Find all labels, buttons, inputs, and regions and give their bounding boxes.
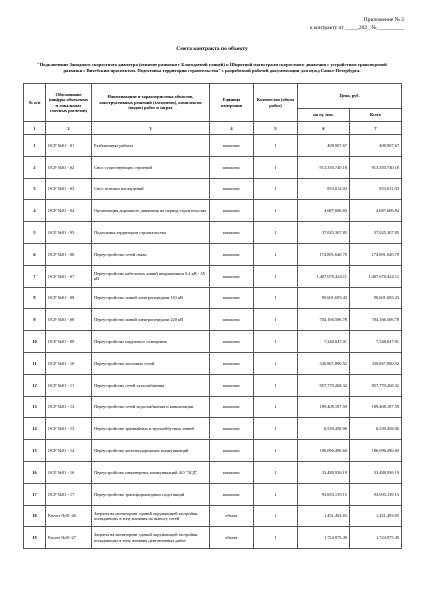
row-total-cell: 6,539,458.06	[350, 418, 402, 440]
contract-reference: к контракту от _____202_ №__________	[309, 24, 404, 31]
row-name-cell: Затраты на мониторинг зданий окружающей застройки, попадающих в зону влияния по выносу сетей	[92, 505, 210, 527]
row-unit-cell: комплекс	[210, 461, 254, 483]
row-basis-cell: ОСР №01 - 09	[46, 331, 92, 353]
row-basis-cell: ОСР №01 - 16	[46, 461, 92, 483]
row-name-cell: Переустройство сетей газоснабжения	[92, 374, 210, 396]
header-unit: Единица измерения	[210, 84, 254, 122]
row-unit-cell: комплекс	[210, 222, 254, 244]
row-number-cell: 18	[24, 505, 46, 527]
row-total-cell: 913,350,740.18	[350, 156, 402, 178]
row-unit-price-cell: 174,891,640.79	[298, 243, 350, 265]
row-name-cell: Переустройство трамвайных и троллейбусных линий	[92, 418, 210, 440]
row-total-cell: 1,724,975.49	[350, 527, 402, 549]
row-qty-cell: 1	[254, 483, 298, 505]
table-row	[24, 527, 402, 549]
column-number: 7	[350, 122, 402, 135]
row-number-cell: 15	[24, 440, 46, 462]
row-name-cell: Переустройство железнодорожных коммуникаций	[92, 440, 210, 462]
row-unit-cell: объект	[210, 505, 254, 527]
row-name-cell: Переустройство кабельных линий напряжением 0,4 кВ - 35 кВ	[92, 265, 210, 287]
row-total-cell: 853,012.03	[350, 178, 402, 200]
row-qty-cell: 1	[254, 200, 298, 222]
row-number-cell: 9	[24, 309, 46, 331]
row-total-cell: 189,408,187.59	[350, 396, 402, 418]
row-name-cell: Переустройство тепловых сетей	[92, 352, 210, 374]
row-basis-cell: ОСР №01 - 12	[46, 396, 92, 418]
table-row	[24, 156, 402, 178]
table-row	[24, 374, 402, 396]
row-total-cell: 7,348,047.01	[350, 331, 402, 353]
row-name-cell: Переустройство трансформаторных подстанций	[92, 483, 210, 505]
table-row	[24, 418, 402, 440]
appendix-label: Приложение № 2	[363, 17, 404, 23]
row-qty-cell: 1	[254, 331, 298, 353]
row-total-cell: 186,096,496.60	[350, 440, 402, 462]
row-number-cell: 2	[24, 156, 46, 178]
header-basis: Обоснование (шифры объектных и локальных сметных расчетов)	[46, 84, 92, 122]
row-unit-cell: комплекс	[210, 396, 254, 418]
column-number: 1	[24, 122, 46, 135]
row-unit-price-cell: 913,350,740.18	[298, 156, 350, 178]
row-basis-cell: ОСР №01 - 05	[46, 222, 92, 244]
row-unit-price-cell: 704,166,506.78	[298, 309, 350, 331]
row-unit-price-cell: 1,451,493.65	[298, 505, 350, 527]
row-number-cell: 3	[24, 178, 46, 200]
row-basis-cell: ОСР №01 - 01	[46, 135, 92, 157]
row-total-cell: 704,166,506.78	[350, 309, 402, 331]
table-row	[24, 396, 402, 418]
row-name-cell: Переустройство сетей связи	[92, 243, 210, 265]
row-unit-cell: комплекс	[210, 156, 254, 178]
header-name: Наименование и характеристика объектов, конструктивных решений (элементов), комплексов (видов) работ и затрат	[92, 84, 210, 122]
table-row	[24, 287, 402, 309]
column-number: 6	[298, 122, 350, 135]
row-unit-cell: комплекс	[210, 287, 254, 309]
row-unit-price-cell: 189,408,187.59	[298, 396, 350, 418]
row-total-cell: 4,687,606.84	[350, 200, 402, 222]
row-unit-cell: комплекс	[210, 331, 254, 353]
row-number-cell: 17	[24, 483, 46, 505]
row-unit-price-cell: 857,779,268.32	[298, 374, 350, 396]
row-unit-cell: объект	[210, 527, 254, 549]
row-total-cell: 33,488,936.19	[350, 461, 402, 483]
row-unit-cell: комплекс	[210, 135, 254, 157]
row-unit-cell: комплекс	[210, 309, 254, 331]
table-row	[24, 440, 402, 462]
row-qty-cell: 1	[254, 527, 298, 549]
row-name-cell: Переустройство линий электропередачи 110 кВ	[92, 287, 210, 309]
table-row	[24, 352, 402, 374]
column-number: 3	[92, 122, 210, 135]
row-total-cell: 93,693,139.15	[350, 483, 402, 505]
column-numbers-row	[24, 122, 402, 135]
row-number-cell: 7	[24, 265, 46, 287]
row-number-cell: 13	[24, 396, 46, 418]
row-unit-price-cell: 1,407,670,424.11	[298, 265, 350, 287]
table-row	[24, 135, 402, 157]
row-number-cell: 14	[24, 418, 46, 440]
column-number: 2	[46, 122, 92, 135]
row-unit-cell: комплекс	[210, 483, 254, 505]
row-total-cell: 857,779,268.32	[350, 374, 402, 396]
row-basis-cell: Расчет №01-27	[46, 527, 92, 549]
row-qty-cell: 1	[254, 265, 298, 287]
row-name-cell: Подготовка территории строительства	[92, 222, 210, 244]
row-total-cell: 330,867,890.52	[350, 352, 402, 374]
table-row	[24, 178, 402, 200]
document-subtitle: "Подключение Западного скоростного диаметра (отнятие развязки с Благодатной улицей) к Широтной магистрали скоростного движения с устройством транспортной развязки с Витебским проспектом. Подготовка территории строительства" с разработкой рабочей документации для нужд Санкт-Петербурга.	[37, 62, 387, 73]
row-total-cell: 1,407,670,424.11	[350, 265, 402, 287]
column-number: 4	[210, 122, 254, 135]
row-basis-cell: ОСР №01 - 06	[46, 243, 92, 265]
row-name-cell: Организация дорожного движения на период строительства	[92, 200, 210, 222]
row-qty-cell: 1	[254, 287, 298, 309]
row-qty-cell: 1	[254, 396, 298, 418]
row-qty-cell: 1	[254, 418, 298, 440]
row-number-cell: 16	[24, 461, 46, 483]
row-qty-cell: 1	[254, 309, 298, 331]
header-qty: Количество (объем работ)	[254, 84, 298, 122]
document-title: Смета контракта по объекту	[176, 46, 248, 52]
row-unit-price-cell: 90,601,695.43	[298, 287, 350, 309]
table-row	[24, 243, 402, 265]
row-unit-cell: комплекс	[210, 374, 254, 396]
row-basis-cell: Расчет №01-26	[46, 505, 92, 527]
table-row	[24, 461, 402, 483]
row-name-cell: Переустройство наружного освещения	[92, 331, 210, 353]
row-unit-cell: комплекс	[210, 200, 254, 222]
row-number-cell: 6	[24, 243, 46, 265]
row-qty-cell: 1	[254, 374, 298, 396]
row-unit-cell: комплекс	[210, 243, 254, 265]
header-price-unit: на ед. изм.	[298, 109, 350, 122]
row-name-cell: Переустройство инженерных коммуникаций АО "ЗСД"	[92, 461, 210, 483]
estimate-table	[23, 83, 402, 549]
row-name-cell: Снос зеленых насаждений	[92, 178, 210, 200]
table-row	[24, 265, 402, 287]
row-unit-cell: комплекс	[210, 352, 254, 374]
row-unit-price-cell: 853,012.03	[298, 178, 350, 200]
column-number: 5	[254, 122, 298, 135]
row-qty-cell: 1	[254, 243, 298, 265]
row-basis-cell: ОСР №01 - 07	[46, 265, 92, 287]
row-basis-cell: ОСР №01 - 02	[46, 156, 92, 178]
row-unit-price-cell: 408,907.67	[298, 135, 350, 157]
header-num: № п/п	[24, 84, 46, 122]
table-row	[24, 222, 402, 244]
row-basis-cell: ОСР №01 - 08	[46, 287, 92, 309]
row-number-cell: 5	[24, 222, 46, 244]
row-unit-price-cell: 93,693,139.15	[298, 483, 350, 505]
row-name-cell: Переустройство линий электропередачи 220 кВ	[92, 309, 210, 331]
appendix-header	[310, 17, 404, 33]
row-unit-price-cell: 33,488,936.19	[298, 461, 350, 483]
row-unit-price-cell: 6,539,458.06	[298, 418, 350, 440]
row-name-cell: Переустройство сетей водоснабжения и канализации	[92, 396, 210, 418]
row-basis-cell: ОСР №01 - 10	[46, 352, 92, 374]
row-total-cell: 408,907.67	[350, 135, 402, 157]
row-unit-cell: комплекс	[210, 265, 254, 287]
header-price: Цена, руб.	[298, 84, 402, 109]
row-qty-cell: 1	[254, 461, 298, 483]
row-qty-cell: 1	[254, 505, 298, 527]
row-unit-price-cell: 37,025,307.85	[298, 222, 350, 244]
row-number-cell: 12	[24, 374, 46, 396]
row-total-cell: 37,025,307.85	[350, 222, 402, 244]
row-total-cell: 174,891,640.79	[350, 243, 402, 265]
row-number-cell: 10	[24, 331, 46, 353]
row-unit-price-cell: 330,867,890.52	[298, 352, 350, 374]
row-name-cell: Затраты на мониторинг зданий окружающей застройки, попадающих в зону влияния демонтажных работ	[92, 527, 210, 549]
table-row	[24, 200, 402, 222]
row-unit-cell: комплекс	[210, 178, 254, 200]
table-row	[24, 331, 402, 353]
table-row	[24, 309, 402, 331]
row-unit-cell: комплекс	[210, 440, 254, 462]
header-price-total: Всего	[350, 109, 402, 122]
table-row	[24, 483, 402, 505]
row-unit-price-cell: 4,687,606.84	[298, 200, 350, 222]
row-basis-cell: ОСР №01 - 17	[46, 483, 92, 505]
row-basis-cell: ОСР №01 - 03	[46, 178, 92, 200]
row-basis-cell: ОСР №01 - 14	[46, 440, 92, 462]
row-unit-price-cell: 7,348,047.01	[298, 331, 350, 353]
row-total-cell: 90,601,695.43	[350, 287, 402, 309]
row-number-cell: 1	[24, 135, 46, 157]
row-unit-price-cell: 186,096,496.60	[298, 440, 350, 462]
row-basis-cell: ОСР №01 - 11	[46, 374, 92, 396]
row-qty-cell: 1	[254, 440, 298, 462]
row-qty-cell: 1	[254, 178, 298, 200]
row-basis-cell: ОСР №01 - 04	[46, 200, 92, 222]
row-basis-cell: ОСР №01 - 08	[46, 309, 92, 331]
table-row	[24, 505, 402, 527]
row-number-cell: 19	[24, 527, 46, 549]
row-unit-price-cell: 1,724,975.49	[298, 527, 350, 549]
row-number-cell: 11	[24, 352, 46, 374]
row-qty-cell: 1	[254, 222, 298, 244]
row-qty-cell: 1	[254, 156, 298, 178]
row-basis-cell: ОСР №01 - 13	[46, 418, 92, 440]
row-qty-cell: 1	[254, 135, 298, 157]
row-number-cell: 4	[24, 200, 46, 222]
row-total-cell: 1,451,493.65	[350, 505, 402, 527]
row-qty-cell: 1	[254, 352, 298, 374]
row-number-cell: 8	[24, 287, 46, 309]
row-name-cell: Снос существующих строений	[92, 156, 210, 178]
row-unit-cell: комплекс	[210, 418, 254, 440]
row-name-cell: Разбивочные работы	[92, 135, 210, 157]
